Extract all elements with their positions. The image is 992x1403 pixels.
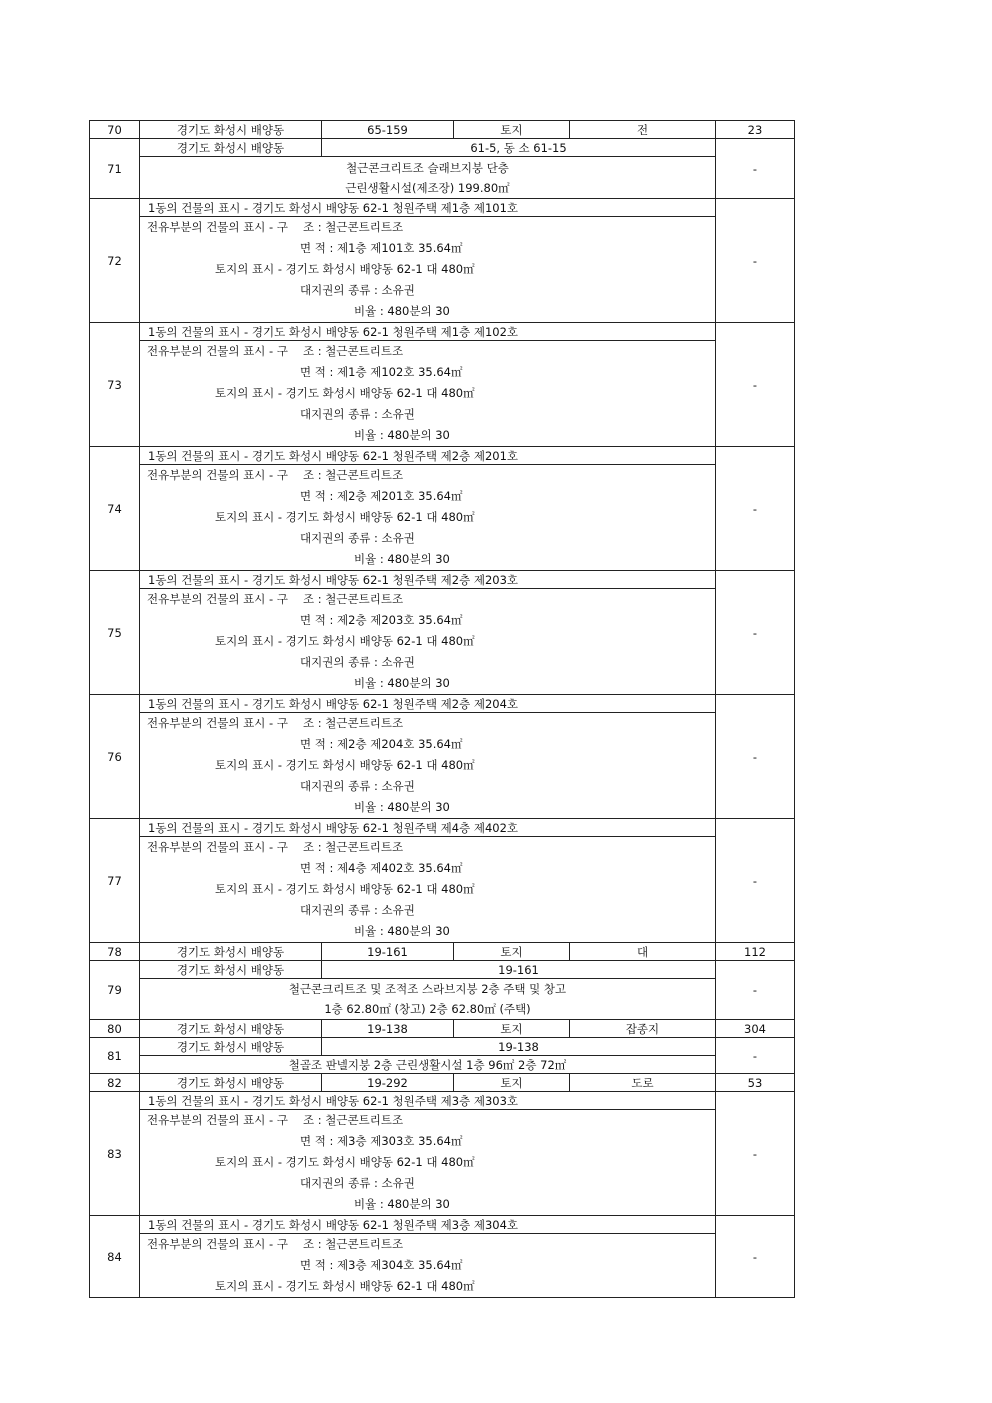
unit-area: 면 적 : 제3층 제303호 35.64㎡	[300, 1134, 463, 1148]
land-right-type: 대지권의 종류 : 소유권	[300, 655, 415, 669]
land-right-ratio: 비율 : 480분의 30	[354, 304, 450, 318]
area-value: -	[716, 1216, 795, 1298]
unit-area: 면 적 : 제1층 제101호 35.64㎡	[300, 241, 463, 255]
land-right-ratio: 비율 : 480분의 30	[354, 800, 450, 814]
table-row-continued	[90, 589, 795, 695]
land-right-type: 대지권의 종류 : 소유권	[300, 283, 415, 297]
table-row	[90, 323, 795, 341]
struct-value: 조 : 철근콘트리트조	[303, 468, 404, 482]
row-number: 83	[90, 1092, 140, 1216]
building-header: 1동의 건물의 표시 - 경기도 화성시 배양동 62-1 청원주택 제2층 제203호	[140, 571, 716, 589]
area-value: -	[716, 199, 795, 323]
area-value: 23	[716, 121, 795, 139]
land-right-ratio: 비율 : 480분의 30	[354, 428, 450, 442]
area-value: -	[716, 571, 795, 695]
row-number: 71	[90, 139, 140, 199]
row-number: 76	[90, 695, 140, 819]
table-row	[90, 943, 795, 961]
land-right-ratio: 비율 : 480분의 30	[354, 676, 450, 690]
property-kind: 토지	[454, 121, 570, 139]
property-kind: 토지	[454, 1020, 570, 1038]
land-right-ratio: 비율 : 480분의 30	[354, 552, 450, 566]
row-number: 77	[90, 819, 140, 943]
property-register-table	[89, 120, 795, 1298]
row-number: 73	[90, 323, 140, 447]
building-header: 1동의 건물의 표시 - 경기도 화성시 배양동 62-1 청원주택 제2층 제201호	[140, 447, 716, 465]
lot-number: 19-161	[322, 943, 454, 961]
address: 경기도 화성시 배양동	[140, 121, 322, 139]
row-number: 74	[90, 447, 140, 571]
unit-area: 면 적 : 제4층 제402호 35.64㎡	[300, 861, 463, 875]
building-header: 1동의 건물의 표시 - 경기도 화성시 배양동 62-1 청원주택 제3층 제304호	[140, 1216, 716, 1234]
table-row-continued	[90, 979, 795, 1000]
land-right-type: 대지권의 종류 : 소유권	[300, 903, 415, 917]
unit-area: 면 적 : 제1층 제102호 35.64㎡	[300, 365, 463, 379]
building-description: 철근콘크리트조 및 조적조 스라브지붕 2층 주택 및 창고	[140, 979, 716, 1000]
lot-number: 19-138	[322, 1038, 716, 1056]
building-header: 1동의 건물의 표시 - 경기도 화성시 배양동 62-1 청원주택 제1층 제101호	[140, 199, 716, 217]
table-row	[90, 961, 795, 979]
area-value: -	[716, 961, 795, 1020]
table-row	[90, 199, 795, 217]
struct-label: 전유부분의 건물의 표시 - 구	[147, 468, 288, 482]
land-description: 토지의 표시 - 경기도 화성시 배양동 62-1 대 480㎡	[215, 1279, 475, 1293]
table-row-continued	[90, 999, 795, 1020]
building-header: 1동의 건물의 표시 - 경기도 화성시 배양동 62-1 청원주택 제1층 제102호	[140, 323, 716, 341]
area-value: -	[716, 139, 795, 199]
table-row	[90, 695, 795, 713]
land-description: 토지의 표시 - 경기도 화성시 배양동 62-1 대 480㎡	[215, 882, 475, 896]
land-right-type: 대지권의 종류 : 소유권	[300, 1176, 415, 1190]
land-category: 도로	[570, 1074, 716, 1092]
struct-label: 전유부분의 건물의 표시 - 구	[147, 1237, 288, 1251]
row-number: 72	[90, 199, 140, 323]
row-number: 75	[90, 571, 140, 695]
land-category: 전	[570, 121, 716, 139]
land-description: 토지의 표시 - 경기도 화성시 배양동 62-1 대 480㎡	[215, 1155, 475, 1169]
table-row-continued	[90, 217, 795, 323]
land-right-ratio: 비율 : 480분의 30	[354, 1197, 450, 1211]
table-row	[90, 121, 795, 139]
unit-details	[140, 217, 716, 323]
area-value: 304	[716, 1020, 795, 1038]
land-description: 토지의 표시 - 경기도 화성시 배양동 62-1 대 480㎡	[215, 758, 475, 772]
land-right-type: 대지권의 종류 : 소유권	[300, 779, 415, 793]
address: 경기도 화성시 배양동	[140, 139, 322, 157]
struct-label: 전유부분의 건물의 표시 - 구	[147, 840, 288, 854]
land-right-type: 대지권의 종류 : 소유권	[300, 531, 415, 545]
unit-details	[140, 1234, 716, 1298]
struct-value: 조 : 철근콘트리트조	[303, 840, 404, 854]
land-category: 대	[570, 943, 716, 961]
row-number: 70	[90, 121, 140, 139]
struct-value: 조 : 철근콘트리트조	[303, 344, 404, 358]
unit-area: 면 적 : 제2층 제201호 35.64㎡	[300, 489, 463, 503]
unit-details	[140, 589, 716, 695]
row-number: 81	[90, 1038, 140, 1074]
address: 경기도 화성시 배양동	[140, 1038, 322, 1056]
row-number: 79	[90, 961, 140, 1020]
table-row-continued	[90, 1110, 795, 1216]
table-row	[90, 447, 795, 465]
row-number: 78	[90, 943, 140, 961]
address: 경기도 화성시 배양동	[140, 943, 322, 961]
row-number: 80	[90, 1020, 140, 1038]
lot-number: 19-292	[322, 1074, 454, 1092]
building-header: 1동의 건물의 표시 - 경기도 화성시 배양동 62-1 청원주택 제4층 제402호	[140, 819, 716, 837]
building-header: 1동의 건물의 표시 - 경기도 화성시 배양동 62-1 청원주택 제2층 제204호	[140, 695, 716, 713]
table-row	[90, 139, 795, 157]
table-row-continued	[90, 341, 795, 447]
struct-label: 전유부분의 건물의 표시 - 구	[147, 220, 288, 234]
address: 경기도 화성시 배양동	[140, 961, 322, 979]
table-row	[90, 1074, 795, 1092]
table-row-continued	[90, 178, 795, 199]
area-value: -	[716, 819, 795, 943]
property-kind: 토지	[454, 943, 570, 961]
table-row	[90, 1020, 795, 1038]
lot-number: 65-159	[322, 121, 454, 139]
unit-details	[140, 341, 716, 447]
area-value: 112	[716, 943, 795, 961]
struct-value: 조 : 철근콘트리트조	[303, 220, 404, 234]
table-row-continued	[90, 157, 795, 179]
table-row-continued	[90, 465, 795, 571]
row-number: 84	[90, 1216, 140, 1298]
table-row-continued	[90, 713, 795, 819]
struct-label: 전유부분의 건물의 표시 - 구	[147, 1113, 288, 1127]
land-right-ratio: 비율 : 480분의 30	[354, 924, 450, 938]
land-description: 토지의 표시 - 경기도 화성시 배양동 62-1 대 480㎡	[215, 386, 475, 400]
area-value: -	[716, 1038, 795, 1074]
land-description: 토지의 표시 - 경기도 화성시 배양동 62-1 대 480㎡	[215, 634, 475, 648]
address: 경기도 화성시 배양동	[140, 1020, 322, 1038]
property-kind: 토지	[454, 1074, 570, 1092]
land-right-type: 대지권의 종류 : 소유권	[300, 407, 415, 421]
table-row	[90, 1092, 795, 1110]
land-description: 토지의 표시 - 경기도 화성시 배양동 62-1 대 480㎡	[215, 510, 475, 524]
unit-area: 면 적 : 제2층 제204호 35.64㎡	[300, 737, 463, 751]
table-row	[90, 819, 795, 837]
land-category: 잡종지	[570, 1020, 716, 1038]
lot-number: 19-138	[322, 1020, 454, 1038]
struct-value: 조 : 철근콘트리트조	[303, 592, 404, 606]
struct-label: 전유부분의 건물의 표시 - 구	[147, 344, 288, 358]
table-row-continued	[90, 837, 795, 943]
unit-details	[140, 465, 716, 571]
struct-value: 조 : 철근콘트리트조	[303, 1237, 404, 1251]
lot-number: 61-5, 동 소 61-15	[322, 139, 716, 157]
address: 경기도 화성시 배양동	[140, 1074, 322, 1092]
building-description: 철근콘크리트조 슬래브지붕 단층	[140, 157, 716, 179]
table-row	[90, 1216, 795, 1234]
building-description: 철골조 판넬지붕 2층 근린생활시설 1층 96㎡ 2층 72㎡	[140, 1056, 716, 1074]
table-row	[90, 1038, 795, 1056]
building-area: 1층 62.80㎡ (창고) 2층 62.80㎡ (주택)	[140, 999, 716, 1020]
area-value: -	[716, 695, 795, 819]
table-row	[90, 571, 795, 589]
table-row-continued	[90, 1234, 795, 1298]
unit-details	[140, 837, 716, 943]
table-row-continued	[90, 1056, 795, 1074]
building-area: 근린생활시설(제조장) 199.80㎡	[140, 178, 716, 199]
area-value: -	[716, 1092, 795, 1216]
area-value: -	[716, 323, 795, 447]
row-number: 82	[90, 1074, 140, 1092]
unit-details	[140, 1110, 716, 1216]
land-description: 토지의 표시 - 경기도 화성시 배양동 62-1 대 480㎡	[215, 262, 475, 276]
struct-value: 조 : 철근콘트리트조	[303, 1113, 404, 1127]
unit-area: 면 적 : 제3층 제304호 35.64㎡	[300, 1258, 463, 1272]
struct-label: 전유부분의 건물의 표시 - 구	[147, 592, 288, 606]
area-value: -	[716, 447, 795, 571]
lot-number: 19-161	[322, 961, 716, 979]
struct-value: 조 : 철근콘트리트조	[303, 716, 404, 730]
struct-label: 전유부분의 건물의 표시 - 구	[147, 716, 288, 730]
unit-details	[140, 713, 716, 819]
area-value: 53	[716, 1074, 795, 1092]
building-header: 1동의 건물의 표시 - 경기도 화성시 배양동 62-1 청원주택 제3층 제303호	[140, 1092, 716, 1110]
unit-area: 면 적 : 제2층 제203호 35.64㎡	[300, 613, 463, 627]
